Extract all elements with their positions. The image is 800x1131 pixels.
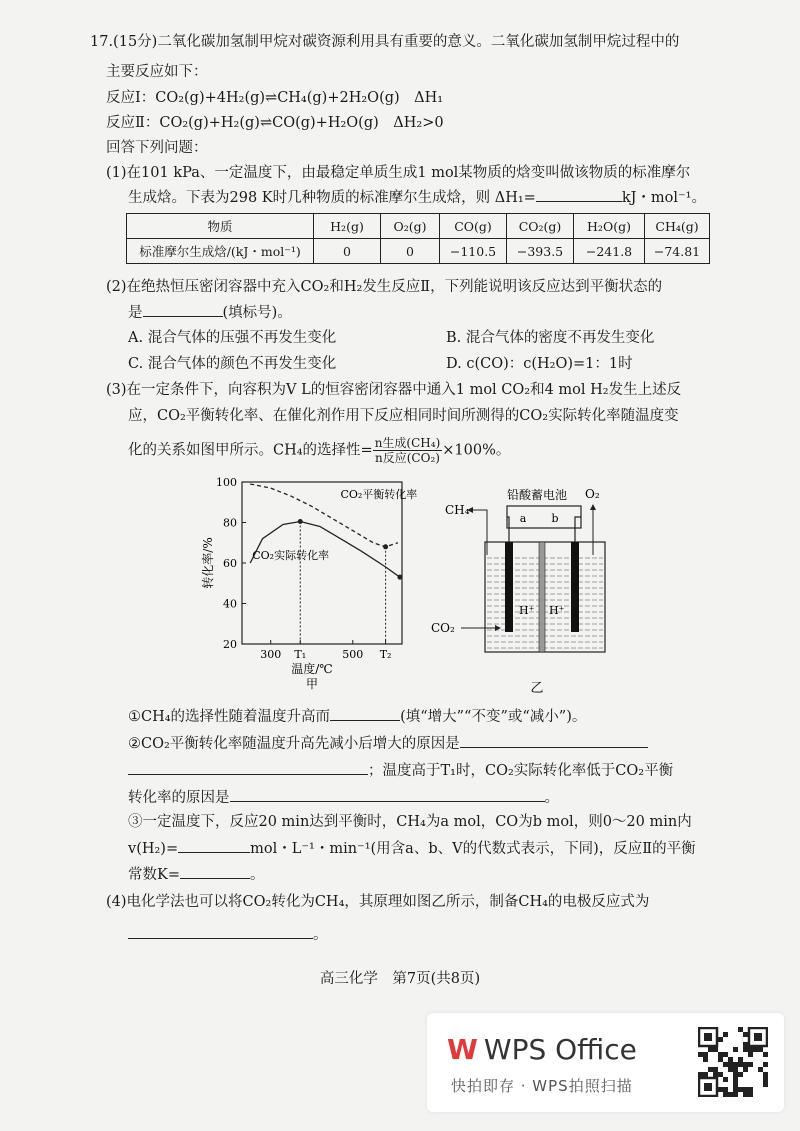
qr-module bbox=[728, 1067, 733, 1072]
sub3-answer-blank-1[interactable] bbox=[178, 838, 250, 853]
o2-label: O₂ bbox=[585, 487, 600, 501]
table-cell: −393.5 bbox=[507, 239, 574, 264]
sub2-answer-blank-2[interactable] bbox=[128, 760, 368, 775]
q3-percent: ×100%。 bbox=[442, 442, 511, 459]
qr-finder-center bbox=[704, 1033, 712, 1041]
table-header-cell: CH₄(g) bbox=[645, 214, 710, 239]
qr-module bbox=[713, 1067, 718, 1072]
qr-module bbox=[733, 1087, 738, 1092]
qr-module bbox=[738, 1072, 743, 1077]
q1-line2 bbox=[128, 187, 706, 208]
qr-module bbox=[748, 1087, 753, 1092]
table-cell: 标准摩尔生成焓/(kJ・mol⁻¹) bbox=[127, 239, 314, 264]
q2-answer-blank[interactable] bbox=[143, 302, 223, 317]
sub3-line3 bbox=[128, 864, 264, 885]
qr-module bbox=[763, 1082, 768, 1087]
x-tick-label: 500 bbox=[342, 648, 364, 661]
qr-module bbox=[758, 1047, 763, 1052]
chart-frame bbox=[242, 482, 402, 644]
terminal-b: b bbox=[551, 512, 559, 525]
qr-module bbox=[723, 1052, 728, 1057]
qr-module bbox=[703, 1052, 708, 1057]
qr-module bbox=[698, 1052, 703, 1057]
selectivity-fraction bbox=[373, 436, 443, 465]
chart-title: 甲 bbox=[305, 677, 319, 691]
q4-line1: (4)电化学法也可以将CO₂转化为CH₄，其原理如图乙所示，制备CH₄的电极反应式为 bbox=[106, 894, 650, 910]
q2-line1: (2)在绝热恒压密闭容器中充入CO₂和H₂发生反应Ⅱ，下列能说明该反应达到平衡状态的 bbox=[106, 279, 663, 295]
qr-module bbox=[733, 1077, 738, 1082]
question-header: 17.(15分)二氧化碳加氢制甲烷对碳资源利用具有重要的意义。二氧化碳加氢制甲烷过程中的 bbox=[90, 34, 680, 50]
sub3-answer-blank-2[interactable] bbox=[180, 864, 250, 879]
reaction-2: 反应Ⅱ：CO₂(g)+H₂(g)⇌CO(g)+H₂O(g) ΔH₂>0 bbox=[106, 115, 444, 131]
q1-answer-blank[interactable] bbox=[536, 187, 622, 202]
question-header-2: 主要反应如下： bbox=[106, 64, 208, 80]
table-header-cell: O₂(g) bbox=[381, 214, 440, 239]
qr-module bbox=[748, 1047, 753, 1052]
qr-module bbox=[718, 1072, 723, 1077]
ion-left: H⁺ bbox=[519, 604, 535, 617]
qr-module bbox=[753, 1047, 758, 1052]
diagram-yi bbox=[425, 480, 635, 700]
q1-unit: kJ・mol⁻¹。 bbox=[621, 190, 706, 206]
qr-module bbox=[733, 1092, 738, 1097]
terminal-a: a bbox=[519, 512, 527, 525]
q1-line1: (1)在101 kPa、一定温度下，由最稳定单质生成1 mol某物质的焓变叫做该物质的标准摩尔 bbox=[106, 165, 691, 181]
qr-module bbox=[743, 1062, 748, 1067]
qr-module bbox=[718, 1037, 723, 1042]
sub3-line2 bbox=[128, 838, 696, 859]
membrane bbox=[539, 542, 545, 652]
diagram-title: 乙 bbox=[530, 681, 544, 696]
qr-module bbox=[758, 1067, 763, 1072]
sub1-answer-blank[interactable] bbox=[330, 706, 400, 721]
wps-mark-icon: W bbox=[447, 1033, 478, 1066]
electrode-right bbox=[571, 542, 579, 632]
sub2-text-3: 转化率的原因是 bbox=[128, 790, 230, 806]
sub2-line1 bbox=[128, 733, 648, 754]
q3-line3 bbox=[128, 436, 510, 465]
x-tick-label: T₂ bbox=[379, 648, 392, 661]
sub3-end: 。 bbox=[249, 867, 265, 883]
table-header-cell: H₂O(g) bbox=[574, 214, 645, 239]
sub3-text: v(H₂)= bbox=[128, 841, 179, 857]
table-cell: 0 bbox=[314, 239, 381, 264]
x-axis-label: 温度/℃ bbox=[291, 662, 333, 676]
qr-module bbox=[763, 1077, 768, 1082]
wps-tagline: 快拍即存 · WPS拍照扫描 bbox=[451, 1077, 633, 1095]
q4-end: 。 bbox=[313, 927, 328, 943]
qr-module bbox=[718, 1087, 723, 1092]
q1-text: 生成焓。下表为298 K时几种物质的标准摩尔生成焓，则 ΔH₁= bbox=[128, 190, 536, 206]
table-header-cell: 物质 bbox=[127, 214, 314, 239]
series-label-equilibrium: CO₂平衡转化率 bbox=[340, 488, 418, 502]
qr-module bbox=[743, 1042, 748, 1047]
qr-module bbox=[723, 1087, 728, 1092]
qr-module bbox=[738, 1087, 743, 1092]
y-tick-label: 20 bbox=[223, 638, 237, 651]
reaction-1: 反应Ⅰ：CO₂(g)+4H₂(g)⇌CH₄(g)+2H₂O(g) ΔH₁ bbox=[106, 90, 444, 106]
qr-module bbox=[738, 1057, 743, 1062]
table-header-cell: CO(g) bbox=[440, 214, 507, 239]
qr-module bbox=[728, 1092, 733, 1097]
wps-watermark bbox=[427, 1013, 784, 1112]
sub2-end: 。 bbox=[544, 790, 559, 806]
qr-module bbox=[723, 1062, 728, 1067]
y-axis-label: 转化率/% bbox=[201, 537, 215, 589]
q3-line1: (3)在一定条件下，向容积为V L的恒容密闭容器中通入1 mol CO₂和4 mol H₂发生上述反 bbox=[106, 382, 682, 398]
qr-module bbox=[723, 1032, 728, 1037]
qr-module bbox=[763, 1072, 768, 1077]
q2-line2 bbox=[128, 302, 292, 323]
qr-finder-center bbox=[704, 1083, 712, 1091]
y-tick-label: 40 bbox=[223, 597, 237, 611]
option-d: D. c(CO)：c(H₂O)=1：1时 bbox=[446, 356, 633, 372]
qr-finder-center bbox=[754, 1033, 762, 1041]
option-c: C. 混合气体的颜色不再发生变化 bbox=[128, 356, 337, 372]
wps-brand: WPS Office bbox=[483, 1033, 637, 1066]
sub2-answer-blank-3[interactable] bbox=[230, 787, 545, 802]
sub1-hint: (填“增大”“不变”或“减小”)。 bbox=[400, 709, 587, 725]
sub3-line1: ③一定温度下，反应20 min达到平衡时，CH₄为a mol，CO为b mol，则0～20 min内 bbox=[128, 814, 692, 830]
qr-module bbox=[733, 1062, 738, 1067]
qr-module bbox=[733, 1047, 738, 1052]
q4-line2 bbox=[128, 924, 328, 945]
fraction-denominator: n反应(CO₂) bbox=[375, 451, 440, 465]
qr-module bbox=[743, 1032, 748, 1037]
qr-module bbox=[733, 1072, 738, 1077]
qr-module bbox=[743, 1047, 748, 1052]
enthalpy-table bbox=[126, 213, 710, 264]
co2-label: CO₂ bbox=[431, 621, 455, 635]
y-tick-label: 80 bbox=[223, 516, 237, 530]
sub2-line3 bbox=[128, 787, 559, 808]
x-tick-label: 300 bbox=[260, 648, 282, 661]
series-label-actual: CO₂实际转化率 bbox=[252, 548, 330, 562]
qr-code-icon bbox=[698, 1027, 768, 1097]
y-tick-label: 60 bbox=[223, 557, 237, 570]
qr-module bbox=[708, 1067, 713, 1072]
x-tick-label: T₁ bbox=[294, 648, 307, 661]
page-footer: 高三化学 第7页(共8页) bbox=[319, 971, 481, 987]
qr-module bbox=[743, 1067, 748, 1072]
wire-right bbox=[575, 517, 581, 542]
sub2-text-2: ；温度高于T₁时，CO₂实际转化率低于CO₂平衡 bbox=[368, 763, 674, 779]
fraction-numerator: n生成(CH₄) bbox=[374, 436, 441, 450]
qr-module bbox=[748, 1062, 753, 1067]
q4-answer-blank[interactable] bbox=[128, 924, 313, 939]
qr-module bbox=[748, 1052, 753, 1057]
qr-module bbox=[733, 1067, 738, 1072]
q2-hint: (填标号)。 bbox=[222, 305, 292, 321]
qr-module bbox=[743, 1092, 748, 1097]
ion-right: H⁺ bbox=[549, 604, 565, 617]
chart-jia bbox=[190, 470, 420, 700]
qr-module bbox=[763, 1062, 768, 1067]
qr-module bbox=[718, 1052, 723, 1057]
q2-text: 是 bbox=[128, 305, 143, 321]
table-header-cell: H₂(g) bbox=[314, 214, 381, 239]
sub1 bbox=[128, 706, 586, 727]
qr-module bbox=[728, 1062, 733, 1067]
qr-module bbox=[743, 1087, 748, 1092]
sub3-text-3: 常数K= bbox=[128, 867, 180, 883]
table-cell: 0 bbox=[381, 239, 440, 264]
electrode-left bbox=[505, 542, 513, 632]
sub1-text: ①CH₄的选择性随着温度升高而 bbox=[128, 709, 331, 725]
qr-module bbox=[703, 1072, 708, 1077]
battery-label: 铅酸蓄电池 bbox=[506, 488, 568, 502]
table-cell: −241.8 bbox=[574, 239, 645, 264]
ch4-label: CH₄ bbox=[445, 503, 470, 517]
sub2-answer-blank-1[interactable] bbox=[460, 733, 648, 748]
wps-logo bbox=[447, 1033, 637, 1066]
o2-arrow bbox=[590, 504, 596, 510]
qr-module bbox=[723, 1092, 728, 1097]
table-cell: −110.5 bbox=[440, 239, 507, 264]
series-end-point bbox=[397, 575, 402, 580]
table-cell: −74.81 bbox=[645, 239, 710, 264]
qr-module bbox=[748, 1092, 753, 1097]
qr-module bbox=[738, 1027, 743, 1032]
battery-box bbox=[507, 506, 581, 528]
qr-module bbox=[723, 1077, 728, 1082]
y-tick-label: 100 bbox=[216, 476, 237, 489]
qr-module bbox=[733, 1082, 738, 1087]
qr-module bbox=[763, 1052, 768, 1057]
qr-module bbox=[713, 1072, 718, 1077]
option-a: A. 混合气体的压强不再发生变化 bbox=[128, 330, 337, 346]
qr-module bbox=[708, 1047, 713, 1052]
qr-module bbox=[698, 1072, 703, 1077]
sub3-text-2: mol・L⁻¹・min⁻¹(用含a、b、V的代数式表示，下同)，反应Ⅱ的平衡 bbox=[250, 841, 696, 857]
qr-module bbox=[728, 1057, 733, 1062]
qr-module bbox=[718, 1057, 723, 1062]
answer-prompt: 回答下列问题： bbox=[106, 140, 208, 156]
q3-text: 化的关系如图甲所示。CH₄的选择性= bbox=[128, 442, 373, 459]
qr-module bbox=[703, 1057, 708, 1062]
qr-module bbox=[713, 1047, 718, 1052]
qr-module bbox=[738, 1062, 743, 1067]
option-b: B. 混合气体的密度不再发生变化 bbox=[446, 330, 655, 346]
sub2-line2 bbox=[128, 760, 673, 781]
table-header-cell: CO₂(g) bbox=[507, 214, 574, 239]
q3-line2: 应，CO₂平衡转化率、在催化剂作用下反应相同时间所测得的CO₂实际转化率随温度变 bbox=[128, 408, 679, 424]
sub2-text: ②CO₂平衡转化率随温度升高先减小后增大的原因是 bbox=[128, 736, 460, 752]
